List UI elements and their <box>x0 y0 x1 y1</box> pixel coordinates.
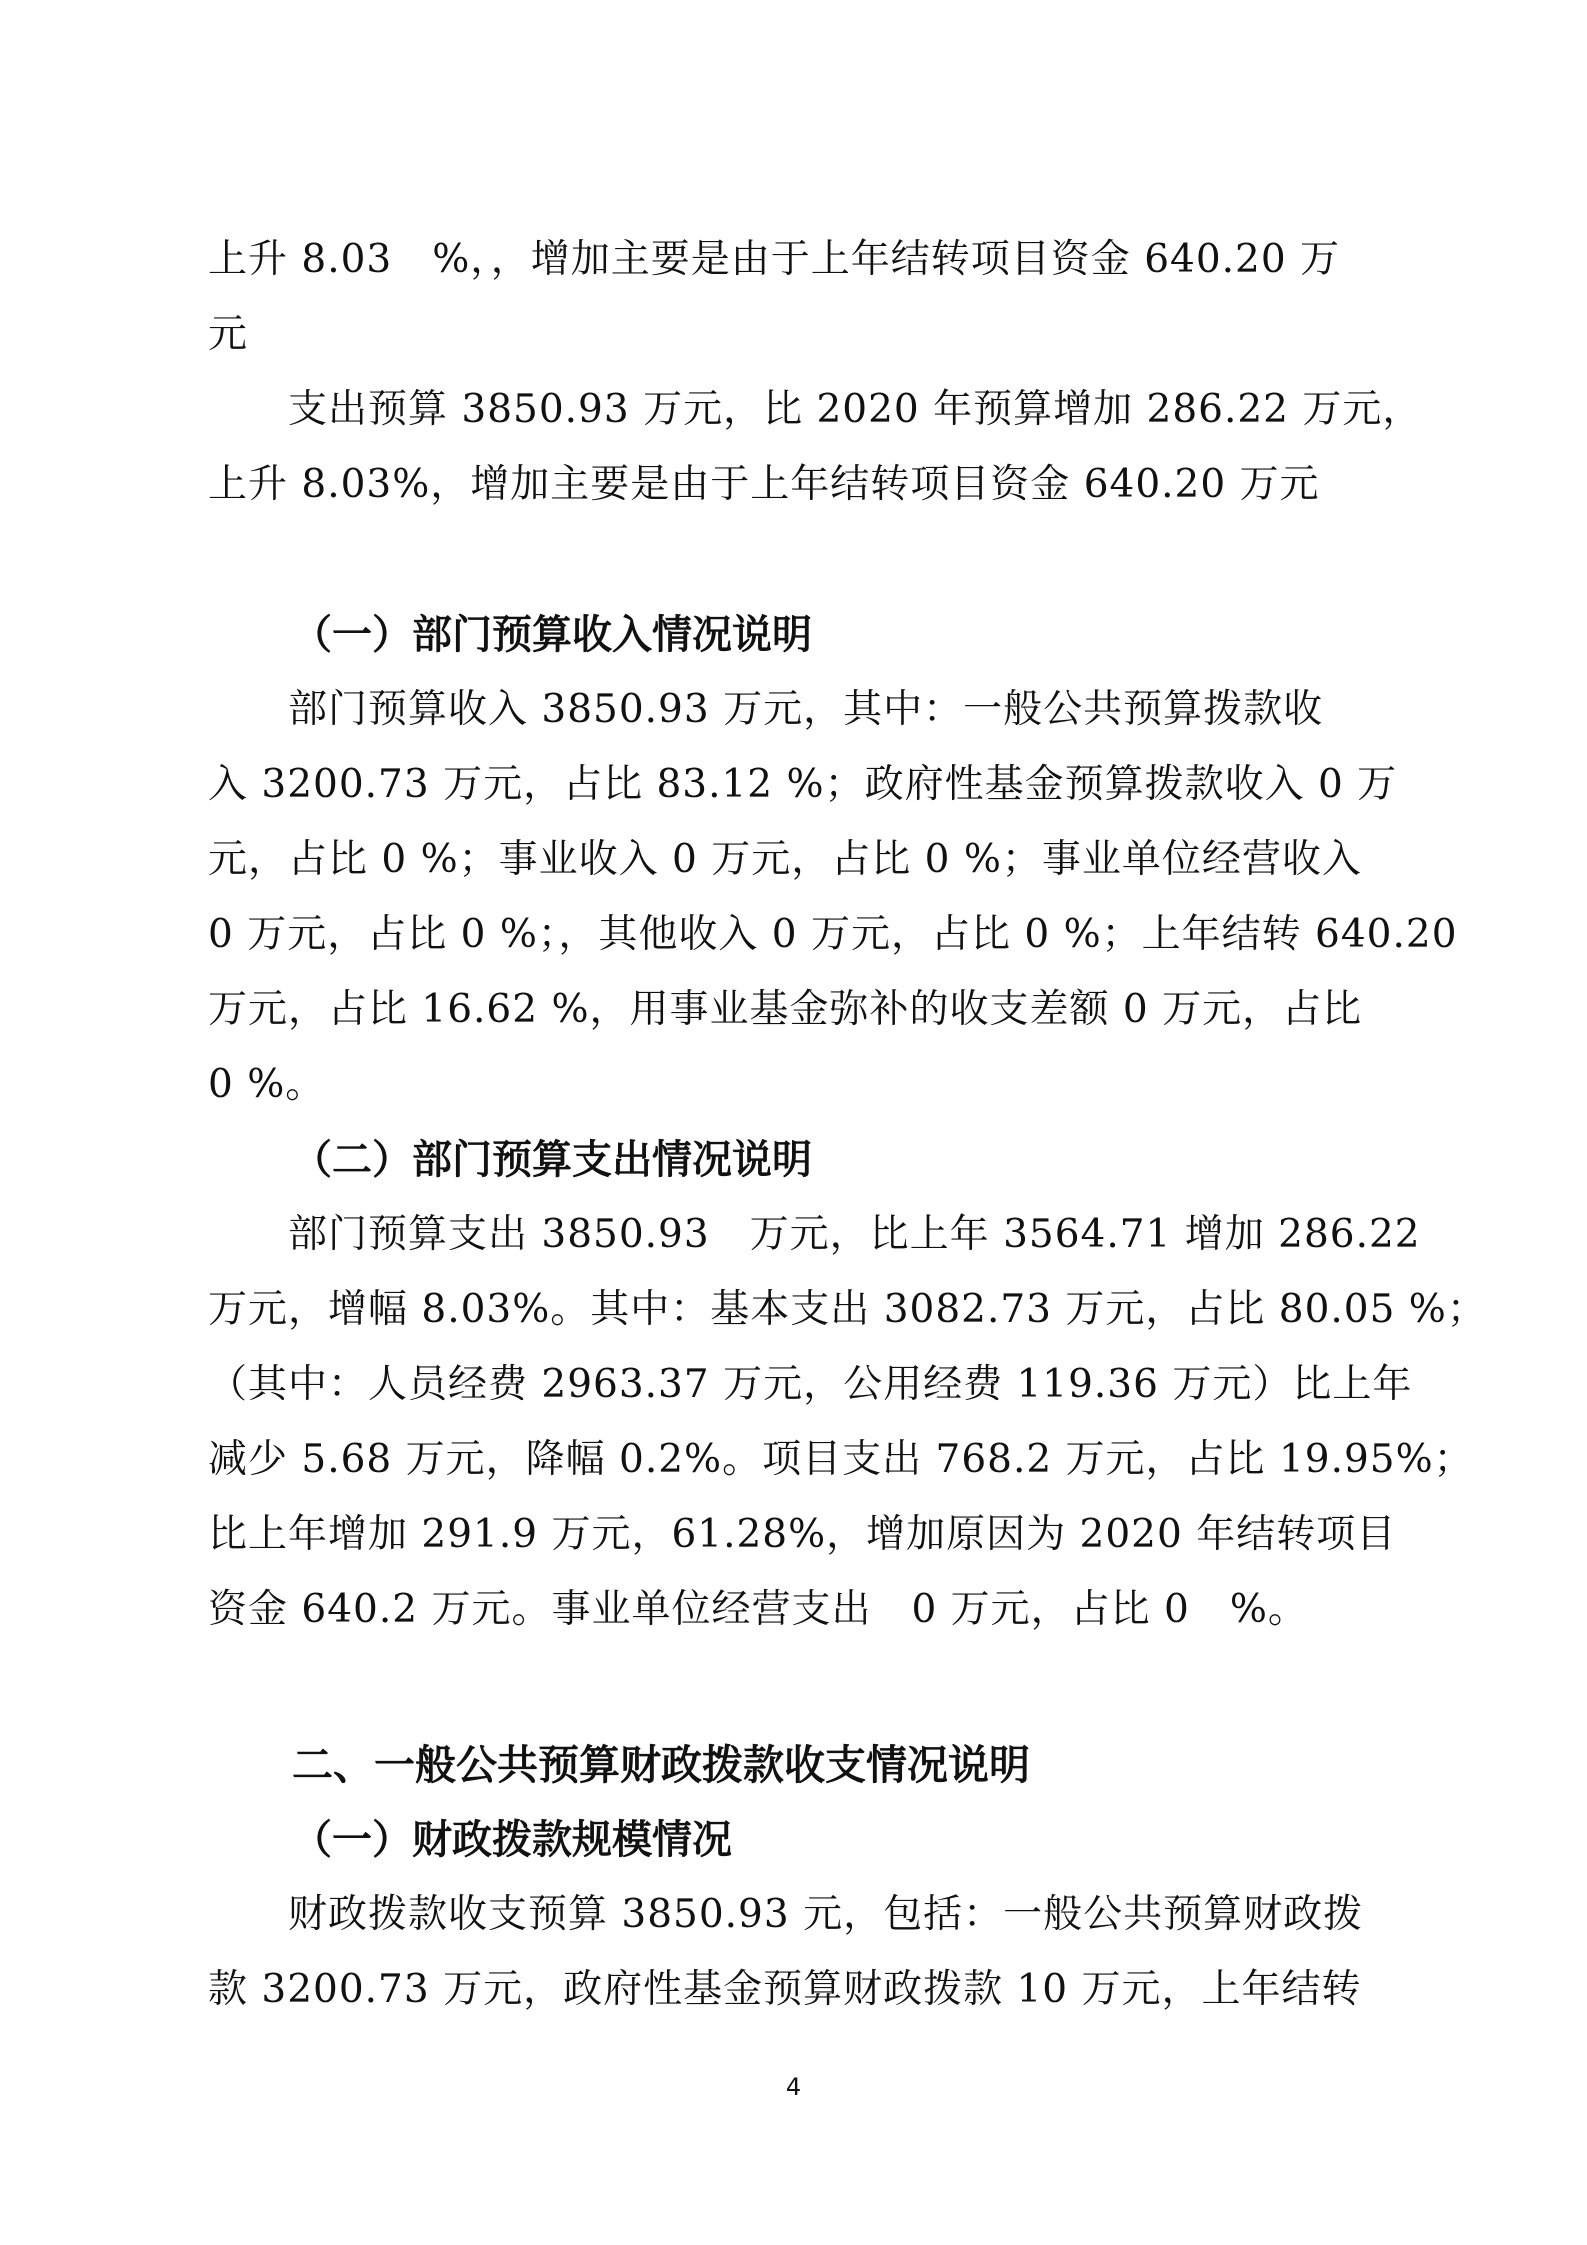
paragraph-line: 万元，占比 16.62 %，用事业基金弥补的收支差额 0 万元，占比 <box>208 987 1363 1032</box>
paragraph-line: 部门预算收入 3850.93 万元，其中：一般公共预算拨款收 <box>208 687 1324 732</box>
paragraph-line: 部门预算支出 3850.93 万元，比上年 3564.71 增加 286.22 <box>208 1212 1421 1257</box>
heading-scale: （一）财政拨款规模情况 <box>292 1817 732 1863</box>
paragraph-line: 减少 5.68 万元，降幅 0.2%。项目支出 768.2 万元，占比 19.95%； <box>208 1437 1474 1482</box>
paragraph-line: 元，占比 0 %；事业收入 0 万元，占比 0 %；事业单位经营收入 <box>208 837 1362 882</box>
paragraph-line: 支出预算 3850.93 万元，比 2020 年预算增加 286.22 万元， <box>208 387 1423 432</box>
paragraph-line: 入 3200.73 万元，占比 83.12 %；政府性基金预算拨款收入 0 万 <box>208 762 1398 807</box>
page-number: 4 <box>785 2073 802 2101</box>
paragraph-line: 上升 8.03%，增加主要是由于上年结转项目资金 640.20 万元 <box>208 462 1320 507</box>
paragraph-line: 0 万元，占比 0 %；，其他收入 0 万元，占比 0 %；上年结转 640.20 <box>208 912 1458 957</box>
paragraph-line: 万元，增幅 8.03%。其中：基本支出 3082.73 万元，占比 80.05 %； <box>208 1287 1487 1332</box>
paragraph-line: 财政拨款收支预算 3850.93 元，包括：一般公共预算财政拨 <box>208 1892 1364 1937</box>
paragraph-line: 元 <box>208 312 249 357</box>
paragraph-line: 上升 8.03 %，，增加主要是由于上年结转项目资金 640.20 万 <box>208 237 1341 282</box>
paragraph-line: 款 3200.73 万元，政府性基金预算财政拨款 10 万元，上年结转 <box>208 1967 1362 2012</box>
paragraph-line: 比上年增加 291.9 万元，61.28%，增加原因为 2020 年结转项目 <box>208 1512 1397 1557</box>
heading-expense: （二）部门预算支出情况说明 <box>292 1137 812 1183</box>
paragraph-line: 0 %。 <box>208 1062 326 1107</box>
heading-income: （一）部门预算收入情况说明 <box>292 612 812 658</box>
paragraph-line: （其中：人员经费 2963.37 万元，公用经费 119.36 万元）比上年 <box>208 1362 1413 1407</box>
heading-section-2: 二、一般公共预算财政拨款收支情况说明 <box>292 1741 1030 1789</box>
paragraph-line: 资金 640.2 万元。事业单位经营支出 0 万元，占比 0 %。 <box>208 1587 1308 1632</box>
